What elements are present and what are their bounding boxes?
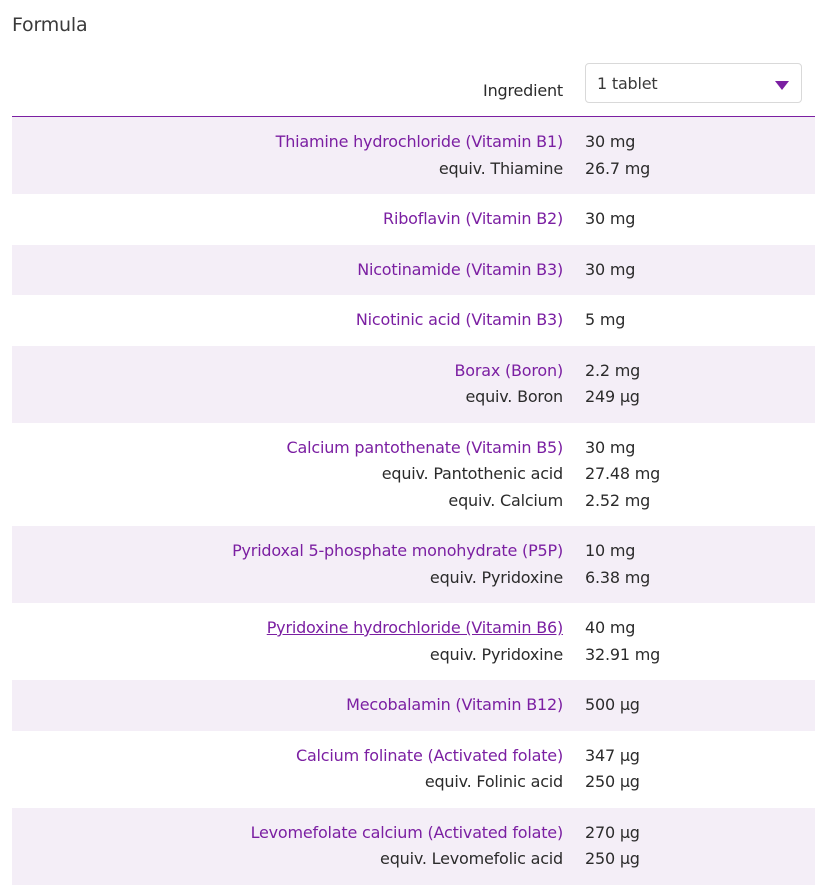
ingredient-amount: 30 mg (585, 209, 636, 228)
equivalent-name: equiv. Levomefolic acid (380, 849, 563, 868)
ingredient-line (12, 358, 815, 385)
equivalent-line (12, 461, 815, 488)
table-header (12, 62, 815, 117)
ingredient-line (12, 435, 815, 462)
equivalent-line (12, 769, 815, 796)
ingredient-line (12, 615, 815, 642)
ingredient-row (12, 194, 815, 245)
equivalent-amount: 250 µg (585, 849, 640, 868)
equivalent-name: equiv. Pyridoxine (429, 644, 563, 664)
equivalent-amount: 250 µg (585, 772, 640, 791)
ingredient-row (12, 117, 815, 194)
serving-size-value: 1 tablet (597, 74, 658, 93)
section-title: Formula (12, 14, 88, 36)
equivalent-name: equiv. Calcium (448, 490, 563, 510)
ingredient-row (12, 346, 815, 423)
equivalent-name: equiv. Boron (465, 387, 563, 406)
ingredient-amount: 2.2 mg (585, 360, 641, 380)
ingredient-row (12, 680, 815, 731)
ingredient-row (12, 603, 815, 680)
equivalent-amount: 249 µg (585, 387, 640, 406)
ingredient-name: Nicotinic acid (Vitamin B3) (355, 310, 563, 329)
ingredient-line (12, 743, 815, 770)
equivalent-line (12, 846, 815, 873)
ingredient-name: Calcium folinate (Activated folate) (295, 745, 563, 765)
equivalent-line (12, 156, 815, 183)
ingredient-row (12, 731, 815, 808)
ingredient-row (12, 526, 815, 603)
ingredient-line (12, 820, 815, 847)
equivalent-line (12, 565, 815, 592)
ingredient-line (12, 307, 815, 334)
ingredient-amount: 5 mg (585, 310, 626, 329)
ingredient-line (12, 692, 815, 719)
equivalent-amount: 32.91 mg (585, 644, 661, 664)
ingredient-row (12, 423, 815, 527)
ingredient-amount: 347 µg (585, 745, 640, 765)
ingredient-amount: 30 mg (585, 437, 636, 457)
ingredient-amount: 500 µg (585, 695, 640, 714)
equivalent-name: equiv. Folinic acid (424, 772, 563, 791)
ingredient-name: Thiamine hydrochloride (Vitamin B1) (275, 132, 563, 151)
equivalent-amount: 27.48 mg (585, 464, 661, 483)
caret-down-icon[interactable] (775, 81, 789, 90)
ingredient-name: Pyridoxal 5-phosphate monohydrate (P5P) (232, 541, 563, 560)
ingredient-name-link[interactable]: Pyridoxine hydrochloride (Vitamin B6) (266, 618, 563, 637)
ingredient-table (12, 117, 815, 885)
ingredient-amount: 30 mg (585, 132, 636, 151)
ingredient-line (12, 257, 815, 284)
equivalent-line (12, 384, 815, 411)
ingredient-line (12, 538, 815, 565)
equivalent-name: equiv. Pyridoxine (429, 567, 563, 587)
ingredient-row (12, 295, 815, 346)
equivalent-amount: 6.38 mg (585, 567, 651, 587)
ingredient-name: Calcium pantothenate (Vitamin B5) (286, 437, 563, 457)
ingredient-name: Levomefolate calcium (Activated folate) (250, 822, 563, 842)
equivalent-amount: 2.52 mg (585, 490, 651, 510)
equivalent-amount: 26.7 mg (585, 158, 651, 178)
ingredient-line (12, 129, 815, 156)
ingredient-amount: 30 mg (585, 259, 636, 279)
ingredient-row (12, 808, 815, 885)
ingredient-amount: 270 µg (585, 822, 640, 842)
ingredient-amount: 10 mg (585, 541, 636, 560)
equivalent-line (12, 642, 815, 669)
ingredient-row (12, 245, 815, 296)
ingredient-amount: 40 mg (585, 618, 636, 637)
equivalent-name: equiv. Pantothenic acid (381, 464, 563, 483)
ingredient-column-label: Ingredient (483, 81, 563, 100)
equivalent-line (12, 488, 815, 515)
ingredient-name: Riboflavin (Vitamin B2) (383, 209, 563, 228)
serving-size-select[interactable] (585, 63, 802, 103)
equivalent-name: equiv. Thiamine (438, 158, 563, 178)
ingredient-line (12, 206, 815, 233)
ingredient-name: Nicotinamide (Vitamin B3) (357, 259, 563, 279)
ingredient-name: Borax (Boron) (454, 360, 563, 380)
ingredient-name: Mecobalamin (Vitamin B12) (346, 695, 563, 714)
